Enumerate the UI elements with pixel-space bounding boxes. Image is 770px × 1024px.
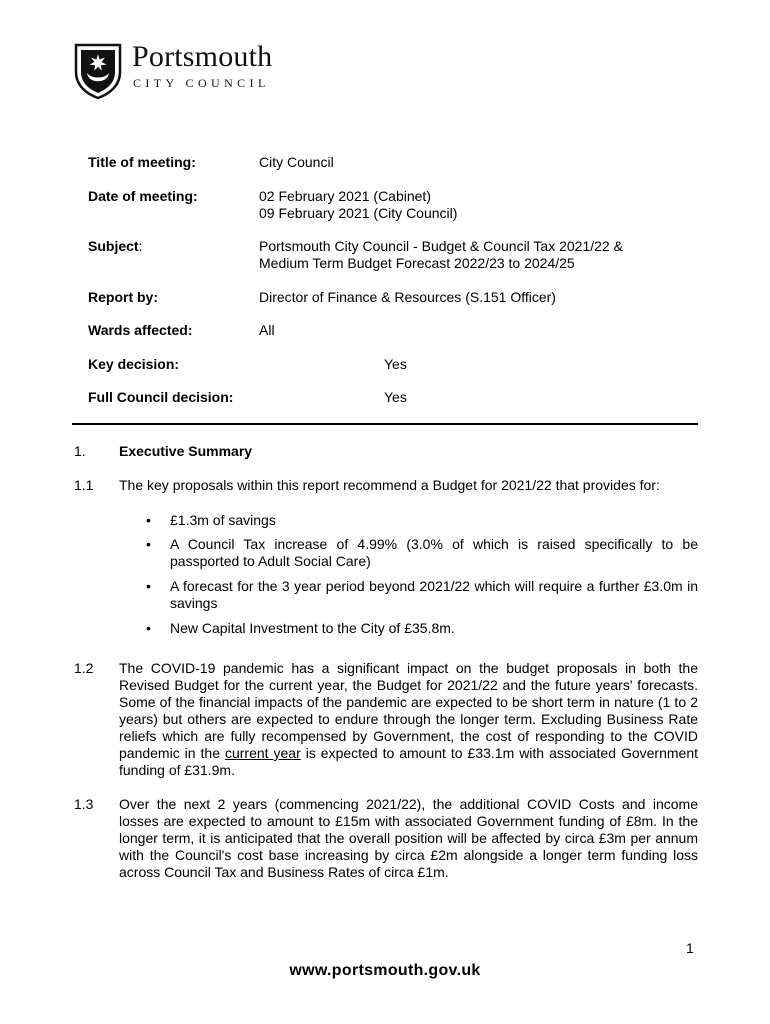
page-number: 1 [686, 940, 694, 956]
paragraph-1-2-emphasis: current year [224, 745, 301, 761]
subject-value-2: Medium Term Budget Forecast 2022/23 to 2024/25 [259, 255, 575, 271]
date-of-meeting-value-1: 02 February 2021 (Cabinet) [259, 188, 431, 204]
paragraph-number-1-2: 1.2 [74, 660, 94, 676]
date-of-meeting-value-2: 09 February 2021 (City Council) [259, 205, 458, 221]
bullet-item: A Council Tax increase of 4.99% (3.0% of which is raised specifically to be passported to Adult Social Care) [170, 536, 698, 569]
report-by-value: Director of Finance & Resources (S.151 Officer) [259, 289, 556, 305]
section-title: Executive Summary [119, 443, 253, 459]
paragraph-1-3: Over the next 2 years (commencing 2021/22), the additional COVID Costs and income losses are expected to amount to £15m with associated Government funding of £8m. In the longer term, it is anticipated that the overall position will be affected by circa £3m per annum with the Council's cost base increasing by circa £2m alongside a longer term funding loss across Council Tax and Business Rates of circa £1m. [119, 796, 698, 880]
paragraph-1-2-text-a: The COVID-19 pandemic has a significant impact on the budget proposals in both the Revised Budget for the current year, the Budget for 2021/22 and the future years' forecasts. Some of the financial impacts of the pandemic are expected to be short term in nature (1 to 2 years) but others are expected to endure through the longer term. Excluding Business Rate reliefs which are fully recompensed by Government, the cost of responding to the COVID pandemic in the [119, 660, 698, 761]
bullet-icon: • [146, 536, 151, 552]
bullet-item: New Capital Investment to the City of £35.8m. [170, 620, 455, 636]
section-number: 1. [74, 443, 86, 459]
key-decision-label: Key decision: [88, 356, 180, 372]
paragraph-1-2 [119, 660, 698, 779]
section-divider [72, 423, 698, 425]
org-name: Portsmouth [132, 40, 273, 73]
key-decision-value: Yes [384, 356, 407, 372]
bullet-item: A forecast for the 3 year period beyond 2021/22 which will require a further £3.0m in savings [170, 578, 698, 611]
full-council-decision-value: Yes [384, 389, 407, 405]
bullet-icon: • [146, 512, 151, 528]
report-by-label: Report by: [88, 289, 158, 305]
bullet-icon: • [146, 620, 151, 636]
council-crest-logo [73, 42, 123, 105]
full-council-decision-label: Full Council decision: [88, 389, 234, 405]
subject-label-colon: : [138, 238, 143, 254]
paragraph-number-1-3: 1.3 [74, 796, 94, 812]
crest-icon [73, 42, 123, 100]
bullet-item: £1.3m of savings [170, 512, 276, 528]
subject-label [88, 238, 142, 255]
subject-value-1: Portsmouth City Council - Budget & Council Tax 2021/22 & [259, 238, 623, 254]
paragraph-1-1: The key proposals within this report recommend a Budget for 2021/22 that provides for: [119, 477, 660, 493]
date-of-meeting-label: Date of meeting: [88, 188, 198, 204]
subject-label-text: Subject [88, 238, 139, 254]
footer-website: www.portsmouth.gov.uk [289, 962, 481, 979]
wards-affected-label: Wards affected: [88, 322, 193, 338]
paragraph-number-1-1: 1.1 [74, 477, 94, 493]
wards-affected-value: All [259, 322, 275, 338]
bullet-icon: • [146, 578, 151, 594]
title-of-meeting-label: Title of meeting: [88, 154, 196, 170]
title-of-meeting-value: City Council [259, 154, 334, 170]
org-subtitle: CITY COUNCIL [133, 76, 270, 90]
paragraph-1-2-text-b: is expected to amount to £33.1m with associated Government funding of £31.9m. [119, 745, 698, 778]
